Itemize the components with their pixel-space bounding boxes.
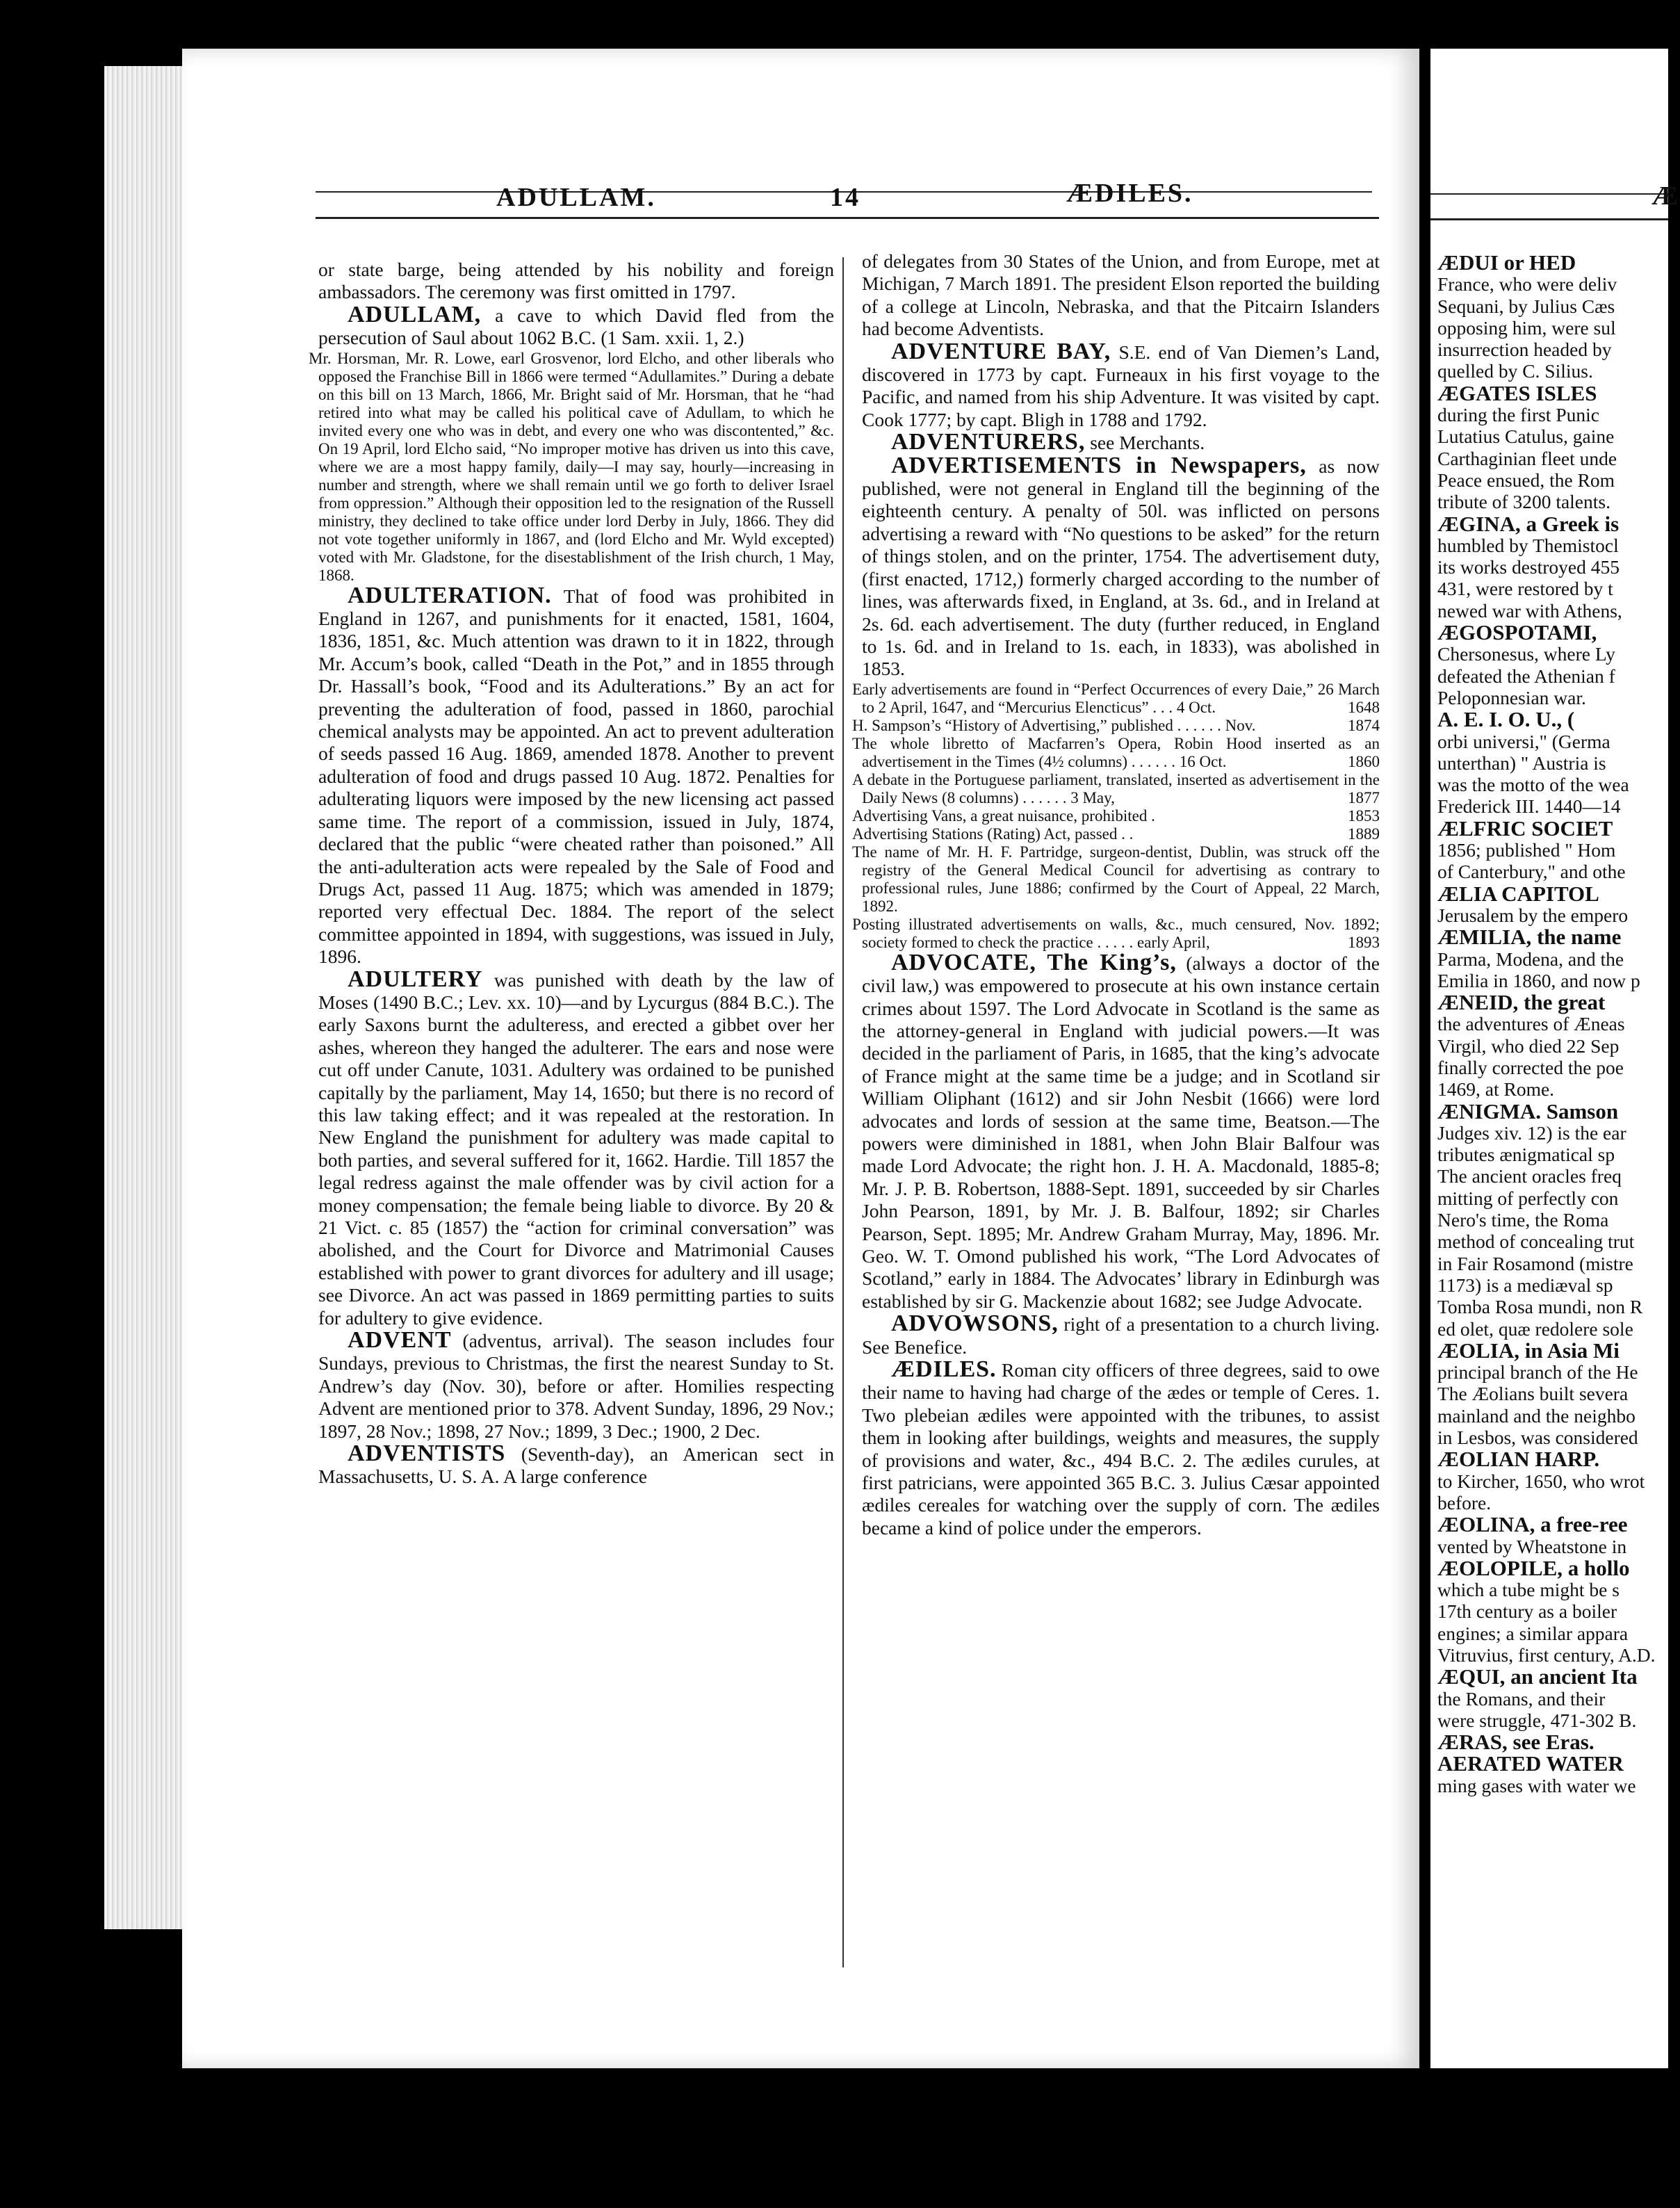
running-head-right: ÆDILES. <box>1066 179 1193 208</box>
dictionary-entry <box>318 968 834 1330</box>
right-running-head: Æ <box>1652 181 1680 211</box>
right-page-line: ÆRAS, see Eras. <box>1437 1730 1595 1755</box>
right-page-line: Frederick III. 1440—14 <box>1437 795 1621 818</box>
right-page-line: the adventures of Æneas <box>1437 1013 1625 1035</box>
right-page-line: ÆLIA CAPITOL <box>1437 881 1599 906</box>
right-page-line: in Lesbos, was considered <box>1437 1427 1638 1449</box>
right-page-line: the Romans, and their <box>1437 1687 1606 1710</box>
right-page-line: was the motto of the wea <box>1437 774 1629 796</box>
right-page-line: The Æolians built severa <box>1437 1383 1629 1405</box>
chronology-row <box>852 680 1380 717</box>
chronology-row <box>852 770 1380 807</box>
right-header-rule-top <box>1430 193 1668 195</box>
right-header-rule-bottom <box>1430 218 1668 220</box>
continued-text: or state barge, being attended by his nobility and foreign ambassadors. The ceremony was first omitted in 1797. <box>318 259 834 303</box>
dictionary-entry <box>862 431 1380 454</box>
right-page-line: ÆLFRIC SOCIET <box>1437 815 1613 841</box>
right-page-line: ÆQUI, an ancient Ita <box>1437 1664 1638 1689</box>
right-page-line: of Canterbury," and othe <box>1437 861 1626 883</box>
right-page-line: Lutatius Catulus, gaine <box>1437 425 1615 448</box>
chronology-text: Posting illustrated advertisements on walls, &c., much censured, Nov. 1892; society formed to check the practice . . . . . early April, <box>852 915 1380 951</box>
right-page-line: Carthaginian fleet unde <box>1437 447 1617 469</box>
right-page-line: Emilia in 1860, and now p <box>1437 969 1640 991</box>
continued-text: of delegates from 30 States of the Union, and from Europe, met at Michigan, 7 March 1891. The president Elson reported the building of a college at Lincoln, Nebraska, and that the Pitcairn Islanders had become Adventists. <box>862 250 1380 340</box>
chronology-text: Early advertisements are found in “Perfect Occurrences of every Daie,” 26 March to 2 April, 1647, and “Mercurius Elencticus” . . . 4 Oct. <box>852 680 1380 716</box>
chronology-row <box>852 716 1380 735</box>
chronology-text: A debate in the Portuguese parliament, translated, inserted as advertisement in the Daily News (8 columns) . . . . . . 3 May, <box>852 770 1380 806</box>
chronology-text: H. Sampson’s “History of Advertising,” published . . . . . . Nov. <box>852 716 1256 734</box>
right-page-line: ÆOLINA, a free-ree <box>1437 1512 1628 1537</box>
right-page-line: principal branch of the He <box>1437 1361 1638 1383</box>
chronology-text: The whole libretto of Macfarren’s Opera, Robin Hood inserted as an advertisement in the Times (4½ columns) . . . . . . 16 Oct. <box>852 734 1380 770</box>
right-page-line: to Kircher, 1650, who wrot <box>1437 1470 1645 1492</box>
right-page-line: Vitruvius, first century, A.D. <box>1437 1644 1656 1666</box>
chronology-year: 1648 <box>1348 698 1380 716</box>
entry-text: (adventus, arrival). The season includes four Sundays, previous to Christmas, the first the nearest Sunday to St. Andrew’s day (Nov. 30), before or after. Homilies respecting Advent are mentioned prior to 378. Advent Sunday, 1896, 29 Nov.; 1897, 28 Nov.; 1898, 27 Nov.; 1899, 3 Dec.; 1900, 2 Dec. <box>318 1330 834 1442</box>
right-page-line: ed olet, quæ redolere sole <box>1437 1317 1633 1340</box>
right-page-line: ÆMILIA, the name <box>1437 925 1622 950</box>
right-page-line: Peace ensued, the Rom <box>1437 469 1615 491</box>
entry-text: a cave to which David fled from the persecution of Saul about 1062 B.C. (1 Sam. xxii. 1, 2.) <box>318 304 834 349</box>
right-page-line: ÆOLIAN HARP. <box>1437 1447 1600 1472</box>
chronology-year: 1893 <box>1348 933 1380 951</box>
entry-headword: ADVOCATE, The King’s, <box>891 949 1177 975</box>
dictionary-entry <box>862 452 1380 681</box>
right-page-line: Parma, Modena, and the <box>1437 948 1624 970</box>
chronology-year: 1877 <box>1348 788 1380 806</box>
entry-headword: ADULLAM, <box>348 301 482 327</box>
running-head-left: ADULLAM. <box>496 183 656 212</box>
right-page-line: method of concealing trut <box>1437 1231 1635 1253</box>
page-left <box>182 49 1419 2068</box>
chronology-year: 1889 <box>1348 825 1380 843</box>
dictionary-entry <box>318 1440 834 1488</box>
right-page-line: ÆGOSPOTAMI, <box>1437 620 1597 645</box>
column-divider <box>842 257 844 1967</box>
dictionary-entry <box>318 301 834 350</box>
right-page-line: Peloponnesian war. <box>1437 686 1586 708</box>
right-page-line: Nero's time, the Roma <box>1437 1209 1609 1231</box>
entry-text: S.E. end of Van Diemen’s Land, discovered in 1773 by capt. Furneaux in his first voyage to the Pacific, and named from his ship Adventure. It was visited by capt. Cook 1777; by capt. Bligh in 1788 and 1792. <box>862 341 1380 430</box>
right-page-line: before. <box>1437 1491 1492 1513</box>
entry-text: That of food was prohibited in England in 1267, and punishments for it enacted, 1581, 1604, 1836, 1851, &c. Much attention was drawn to it in 1822, through Mr. Accum’s book, called “Death in the Pot,” and in 1855 through Dr. Hassall’s book, “Food and its Adulterations.” By an act for preventing the adulteration of food, passed in 1860, parochial chemical analysts may be appointed. An act to prevent adulteration of seeds passed 16 Aug. 1869, amended 1878. Another to prevent adulteration of food and drugs passed 10 Aug. 1872. Penalties for adulterating liquors were imposed by the new licensing act passed same time. The report of a commission, issued in July, 1874, declared that the public “were cheated rather than poisoned.” All the anti-adulteration acts were repealed by the Sale of Food and Drugs Act, passed 11 Aug. 1875; which was amended in 1879; reported very effectual Dec. 1884. The report of the select committee appointed in 1894, with suggestions, was issued in July, 1896. <box>318 585 834 968</box>
right-page-line: ÆOLOPILE, a hollo <box>1437 1555 1630 1580</box>
entry-text: see Merchants. <box>1085 432 1205 454</box>
right-page-line: Sequani, by Julius Cæs <box>1437 295 1615 317</box>
right-page-line: Chersonesus, where Ly <box>1437 643 1615 665</box>
entry-headword: ADVENTURERS, <box>891 429 1086 455</box>
right-page-line: Virgil, who died 22 Sep <box>1437 1034 1620 1057</box>
right-page-line: ÆOLIA, in Asia Mi <box>1437 1338 1620 1363</box>
right-page-line: ÆGATES ISLES <box>1437 380 1597 405</box>
column-1 <box>309 259 834 1488</box>
entry-note: Mr. Horsman, Mr. R. Lowe, earl Grosvenor, lord Elcho, and other liberals who opposed the Franchise Bill in 1866 were termed “Adullamites.” During a debate on this bill on 13 March, 1866, Mr. Bright said of Mr. Horsman, that he “had retired into what may be called his political cave of Adullam, to which he invited every one who was in debt, and every one who was discontented,” &c. On 19 April, lord Elcho said, “No improper motive has driven us into this cave, where we are a most happy family, daily—I may say, hourly—increasing in number and strength, where we shall remain until we go forth to deliver Israel from oppression.” Although their opposition led to the resignation of the Russell ministry, they declined to take office under lord Derby in July, 1866. They did not vote together uniformly in 1867, and (lord Elcho and Mr. Wyld excepted) voted with Mr. Gladstone, for the disestablishment of the Irish church, 1 May, 1868. <box>309 349 834 584</box>
chronology-row <box>852 806 1380 825</box>
right-page-line: humbled by Themistocl <box>1437 534 1619 556</box>
chronology-row <box>852 843 1380 916</box>
right-page-line: orbi universi," (Germa <box>1437 730 1610 752</box>
entry-text: (always a doctor of the civil law,) was empowered to prosecute at his own instance certain crimes about 1597. The Lord Advocate in Scotland is the same as the attorney-general in England with judicial powers.—It was decided in the parliament of Paris, in 1685, that the king’s advocate of France might at the same time be a judge; and in Scotland sir William Oliphant (1612) and sir John Nesbit (1666) were lord advocates and lords of session at the same time, Beatson.—The powers were diminished in 1881, when John Blair Balfour was made Lord Advocate; the right hon. J. H. A. Macdonald, 1885-8; Mr. J. P. B. Robertson, 1888-Sept. 1891, succeeded by sir Charles John Pearson, 1891, by Mr. J. B. Balfour, 1892; sir Charles Pearson, Sept. 1895; Mr. Andrew Graham Murray, May, 1896. Mr. Geo. W. T. Omond published his work, “The Lord Advocates of Scotland,” early in 1884. The Advocates’ library in Edinburgh was established by sir G. Mackenzie about 1682; see Judge Advocate. <box>862 952 1380 1312</box>
right-page-line: Jerusalem by the empero <box>1437 904 1629 926</box>
right-page-line: Tomba Rosa mundi, non R <box>1437 1296 1643 1318</box>
right-page-line: mitting of perfectly con <box>1437 1187 1619 1209</box>
page-right-partial <box>1430 49 1680 2068</box>
chronology-year: 1860 <box>1348 752 1380 770</box>
right-page-line: ming gases with water we <box>1437 1774 1636 1796</box>
right-page-line: 1856; published " Hom <box>1437 839 1616 861</box>
right-column-text <box>1437 252 1675 1796</box>
chronology-row <box>852 915 1380 952</box>
right-page-line: finally corrected the poe <box>1437 1056 1624 1078</box>
right-page-line: vented by Wheatstone in <box>1437 1535 1627 1557</box>
dictionary-entry <box>862 1358 1380 1539</box>
entry-headword: ADVOWSONS, <box>891 1310 1059 1337</box>
header-rule-bottom <box>316 217 1379 219</box>
right-page-line: ÆNEID, the great <box>1437 990 1606 1015</box>
dictionary-entry <box>318 1329 834 1443</box>
right-page-line: during the first Punic <box>1437 404 1599 426</box>
right-page-line: were struggle, 471-302 B. <box>1437 1709 1637 1731</box>
right-page-line: 1173) is a mediæval sp <box>1437 1274 1613 1296</box>
right-page-line: 17th century as a boiler <box>1437 1600 1617 1623</box>
chronology-row <box>852 825 1380 843</box>
chronology-text: Advertising Stations (Rating) Act, passed . . <box>852 825 1134 843</box>
right-page-line: tributes ænigmatical sp <box>1437 1144 1615 1166</box>
right-page-line: defeated the Athenian f <box>1437 665 1615 687</box>
right-page-line: quelled by C. Silius. <box>1437 360 1593 382</box>
entry-headword: ADULTERY <box>348 966 483 992</box>
entry-headword: ADULTERATION. <box>348 582 552 608</box>
right-page-line: unterthan) " Austria is <box>1437 752 1606 774</box>
right-page-line: opposing him, were sul <box>1437 316 1616 339</box>
entry-headword: ÆDILES. <box>891 1356 997 1383</box>
right-page-line: its works destroyed 455 <box>1437 556 1620 578</box>
right-page-line: tribute of 3200 talents. <box>1437 491 1610 513</box>
right-page-line: ÆGINA, a Greek is <box>1437 511 1620 536</box>
chronology-year: 1853 <box>1348 806 1380 825</box>
chronology-row <box>852 734 1380 771</box>
chronology-text: Advertising Vans, a great nuisance, prohibited . <box>852 806 1155 825</box>
right-page-line: mainland and the neighbo <box>1437 1404 1636 1427</box>
entry-headword: ADVENTISTS <box>348 1440 506 1467</box>
right-page-line: engines; a similar appara <box>1437 1622 1629 1644</box>
entry-headword: ADVERTISEMENTS in Newspapers, <box>891 452 1307 478</box>
right-page-line: which a tube might be s <box>1437 1579 1620 1601</box>
right-page-line: Judges xiv. 12) is the ear <box>1437 1121 1626 1144</box>
book-page-edges <box>104 66 189 1929</box>
right-page-line: insurrection headed by <box>1437 339 1612 361</box>
entry-text: (Seventh-day), an American sect in Massachusetts, U. S. A. A large conference <box>318 1443 834 1488</box>
right-page-line: newed war with Athens, <box>1437 599 1622 622</box>
right-page-line: ÆNIGMA. Samson <box>1437 1098 1619 1123</box>
entry-text: was punished with death by the law of Moses (1490 B.C.; Lev. xx. 10)—and by Lycurgus (884 B.C.). The early Saxons burnt the adulteress, and erected a gibbet over her ashes, whereon they hanged the adulterer. The ears and nose were cut off under Canute, 1031. Adultery was ordained to be punished capitally by the parliament, May 14, 1650; but there is no record of this law taking effect; and it was repealed at the restoration. In New England the punishment for adultery was made capital to both parties, and several suffered for it, 1662. Hardie. Till 1857 the legal redress against the male offender was by civil action for a money compensation; the female being liable to divorce. By 20 & 21 Vict. c. 85 (1857) the “action for criminal conversation” was abolished, and the Court for Divorce and Matrimonial Causes established with power to grant divorces for adultery and ill usage; see Divorce. An act was passed in 1869 permitting parties to suits for adultery to give evidence. <box>318 968 834 1329</box>
dictionary-entry <box>862 949 1380 1313</box>
right-page-line: The ancient oracles freq <box>1437 1165 1622 1187</box>
right-page-line: ÆDUI or HED <box>1437 250 1576 275</box>
dictionary-entry <box>862 1310 1380 1358</box>
right-page-line: 431, were restored by t <box>1437 578 1613 600</box>
right-page-line: 1469, at Rome. <box>1437 1078 1555 1101</box>
entry-text: right of a presentation to a church living. See Benefice. <box>862 1313 1380 1358</box>
entry-headword: ADVENTURE BAY, <box>891 338 1111 364</box>
right-page-line: in Fair Rosamond (mistre <box>1437 1252 1633 1274</box>
dictionary-entry <box>318 582 834 968</box>
entry-headword: ADVENT <box>348 1327 452 1354</box>
chronology-text: The name of Mr. H. F. Partridge, surgeon-dentist, Dublin, was struck off the registry of the General Medical Council for advertising as contrary to professional rules, June 1886; confirmed by the Court of Appeal, 22 March, 1892. <box>852 843 1380 915</box>
entry-text: as now published, were not general in England till the beginning of the eighteenth century. A penalty of 50l. was inflicted on persons advertising a reward with “No questions to be asked” for the return of things stolen, and on the printer, 1754. The advertisement duty, (first enacted, 1712,) formerly charged according to the number of lines, was afterwards fixed, in England, at 3s. 6d., and in Ireland at 2s. 6d. each advertisement. The duty (further reduced, in England to 1s. 6d. and in Ireland to 1s. each, in 1833), was abolished in 1853. <box>862 455 1380 680</box>
entry-text: Roman city officers of three degrees, said to owe their name to having had charge of the ædes or temple of Ceres. 1. Two plebeian ædiles were appointed with the tribunes, to assist them in looking after buildings, weights and measures, the supply of provisions and water, &c., 494 B.C. 2. The ædiles curules, at first patricians, were appointed 365 B.C. 3. Julius Cæsar appointed ædiles cereales for watching over the supply of corn. The ædiles became a kind of police under the emperors. <box>862 1359 1380 1539</box>
right-page-line: AERATED WATER <box>1437 1751 1624 1776</box>
dictionary-entry <box>862 338 1380 432</box>
column-2 <box>852 250 1380 1539</box>
right-page-line: A. E. I. O. U., ( <box>1437 707 1575 732</box>
chronology-year: 1874 <box>1348 716 1380 734</box>
right-page-line: France, who were deliv <box>1437 273 1617 295</box>
page-number: 14 <box>830 183 861 212</box>
